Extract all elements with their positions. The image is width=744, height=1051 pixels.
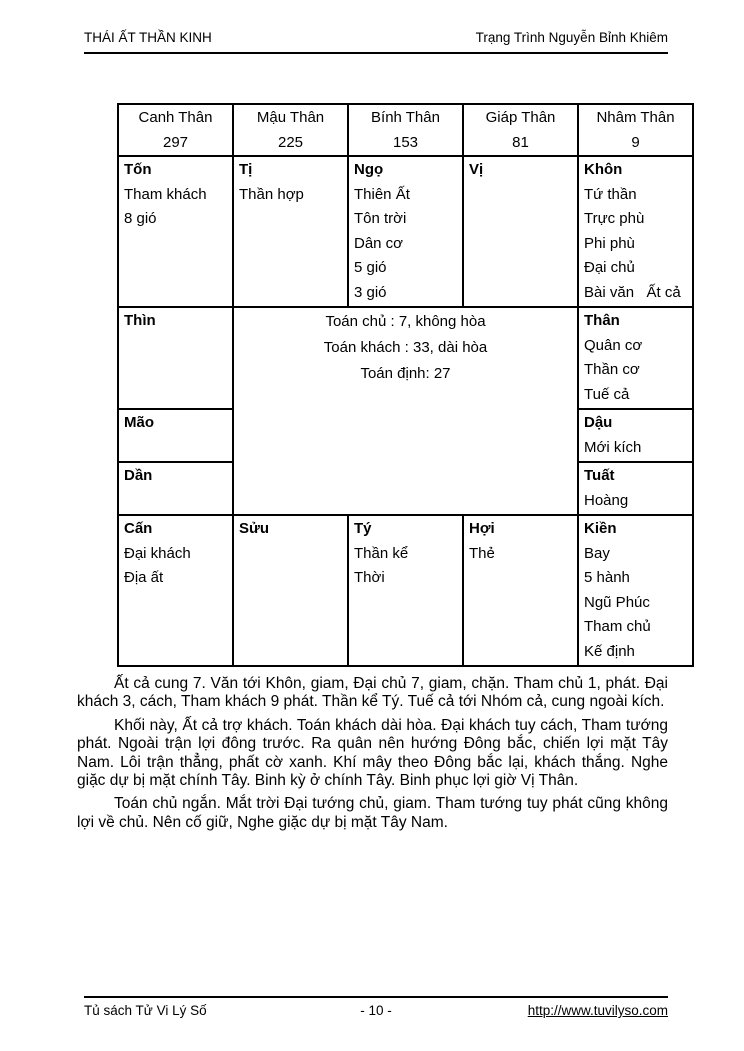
palace-label: Thân	[584, 312, 620, 329]
palace-label: Ngọ	[354, 161, 384, 178]
cell-line: Tôn trời	[354, 210, 407, 227]
calc-line: Toán chủ : 7, không hòa	[325, 313, 486, 330]
palace-row-north	[118, 515, 693, 666]
cell-line: Địa ất	[124, 569, 164, 586]
stem-branch-value: 9	[631, 134, 640, 151]
cell-line: Tứ thần	[584, 185, 637, 203]
stem-branch-value: 81	[512, 134, 529, 151]
stem-branch-value: 153	[392, 134, 419, 151]
stem-branch-name: Mậu Thân	[256, 109, 325, 126]
stem-branch-name: Bính Thân	[371, 109, 440, 126]
palace-cell-ti	[233, 156, 348, 307]
palace-cell-suu	[233, 515, 348, 666]
header-cell-giap-than	[463, 104, 578, 156]
footer-series-title: Tủ sách Tử Vi Lý Số	[84, 1003, 207, 1018]
cell-line: Thời	[354, 569, 385, 586]
palace-cell-khon	[578, 156, 693, 307]
cell-line: Thần hợp	[239, 185, 304, 203]
footer-url-link[interactable]: http://www.tuvilyso.com	[527, 1003, 669, 1018]
palace-label: Tốn	[124, 161, 152, 178]
stem-branch-header-row	[118, 104, 693, 156]
palace-label: Sửu	[239, 520, 270, 537]
page-footer	[84, 996, 668, 1019]
header-cell-canh-than	[118, 104, 233, 156]
commentary-paragraph-2: Khối này, Ất cả trợ khách. Toán khách dài hòa. Đại khách tuy cách, Tham tướng phát. Ngoài trận lợi đông trước. Ra quân nên hướng Đông bắc, chiến lợi mặt Tây Nam. Lôi trận thẳng, phất cờ xanh. Khí mây theo Đông bắc lại, khách thắng. Nghe giặc dự bị mặt chính Tây. Binh kỳ ở chính Tây. Binh phục lợi giờ Vị Thân.	[77, 716, 668, 790]
palace-label: Khôn	[584, 161, 623, 178]
palace-cell-hoi	[463, 515, 578, 666]
cell-line: Hoàng	[584, 491, 629, 509]
document-title: THÁI ẤT THẦN KINH	[84, 30, 212, 45]
cell-line: 8 gió	[124, 210, 157, 227]
page-header	[84, 30, 668, 54]
cell-line: Tuế cả	[584, 385, 630, 403]
cell-line: Ngũ Phúc	[584, 593, 650, 611]
cell-line: Dân cơ	[354, 234, 404, 252]
stem-branch-value: 297	[162, 134, 189, 151]
cell-line: Bay	[584, 544, 610, 562]
header-cell-nham-than	[578, 104, 693, 156]
palace-cell-dau	[578, 409, 693, 462]
cell-line: Tham chủ	[584, 618, 651, 635]
commentary-paragraph-1: Ất cả cung 7. Văn tới Khôn, giam, Đại chủ 7, giam, chặn. Tham chủ 1, phát. Đại khách 3, cách, Tham khách 9 phát. Thần kể Tý. Tuế cả tới Nhóm cả, cung ngoài kích.	[77, 675, 668, 711]
palace-label: Dần	[124, 467, 153, 484]
calc-center-cell	[233, 307, 578, 515]
palace-label: Hợi	[469, 520, 495, 537]
document-author: Trạng Trình Nguyễn Bỉnh Khiêm	[475, 30, 668, 45]
thai-at-chart-table	[117, 103, 694, 667]
cell-line: 3 gió	[354, 283, 387, 301]
stem-branch-name: Giáp Thân	[485, 109, 556, 126]
cell-line: Thần cơ	[584, 361, 640, 378]
cell-line: Quân cơ	[584, 336, 643, 354]
cell-line: Tham khách	[124, 185, 207, 203]
stem-branch-name: Canh Thân	[138, 109, 213, 126]
palace-cell-ngo	[348, 156, 463, 307]
palace-cell-ton	[118, 156, 233, 307]
palace-cell-ty	[348, 515, 463, 666]
palace-cell-than	[578, 307, 693, 409]
palace-row-south	[118, 156, 693, 307]
palace-cell-tuat	[578, 462, 693, 515]
cell-line: Bài văn Ất cả	[584, 283, 681, 301]
calc-line: Toán định: 27	[360, 365, 451, 382]
palace-cell-kien	[578, 515, 693, 666]
cell-line: Thiên Ất	[354, 185, 410, 203]
palace-row-thin-than	[118, 307, 693, 409]
palace-label: Kiền	[584, 520, 617, 537]
palace-label: Vị	[469, 161, 484, 178]
cell-line: Kế định	[584, 642, 635, 660]
palace-label: Cấn	[124, 520, 153, 537]
cell-line: Đại khách	[124, 544, 191, 562]
palace-cell-dan	[118, 462, 233, 515]
cell-line: Thần kể	[354, 544, 409, 562]
palace-label: Tị	[239, 161, 253, 178]
palace-cell-mao	[118, 409, 233, 462]
palace-label: Tuất	[584, 467, 615, 484]
page-number: - 10 -	[360, 1003, 392, 1018]
cell-line: 5 hành	[584, 569, 630, 586]
cell-line: Đại chủ	[584, 259, 635, 276]
palace-label: Mão	[124, 414, 154, 431]
cell-line: Mới kích	[584, 438, 642, 456]
header-cell-binh-than	[348, 104, 463, 156]
cell-line: Thẻ	[469, 544, 495, 562]
palace-cell-vi	[463, 156, 578, 307]
palace-label: Tý	[354, 520, 372, 537]
palace-label: Thìn	[124, 312, 156, 329]
cell-line: Trực phù	[584, 210, 645, 227]
palace-cell-thin	[118, 307, 233, 409]
header-cell-mau-than	[233, 104, 348, 156]
commentary-paragraph-3: Toán chủ ngắn. Mắt trời Đại tướng chủ, giam. Tham tướng tuy phát cũng không lợi về chủ. Nên cố giữ, Nghe giặc dự bị mặt Tây Nam.	[77, 795, 668, 831]
palace-label: Dậu	[584, 414, 613, 431]
cell-line: Phi phù	[584, 234, 635, 252]
cell-line: 5 gió	[354, 259, 387, 276]
calc-line: Toán khách : 33, dài hòa	[323, 339, 488, 356]
palace-cell-can	[118, 515, 233, 666]
stem-branch-name: Nhâm Thân	[596, 109, 675, 126]
commentary-text	[77, 675, 668, 837]
stem-branch-value: 225	[277, 134, 304, 151]
